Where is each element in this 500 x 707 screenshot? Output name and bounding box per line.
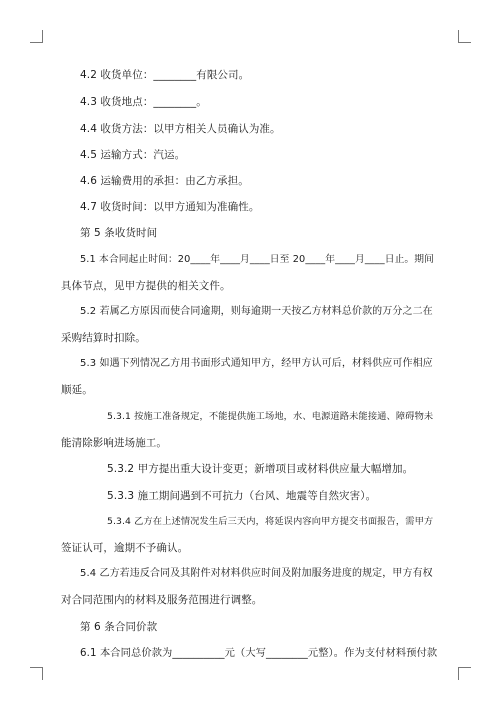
clause-5-4-line-2: 对合同范围内的材料及服务范围进行调整。 bbox=[61, 594, 263, 606]
clause-5-3-line-2: 顺延。 bbox=[61, 384, 93, 396]
clause-5-2-line-1: 5.2 若属乙方原因而使合同逾期，则每逾期一天按乙方材料总价款的万分之二在 bbox=[80, 306, 433, 317]
clause-5-1-line-1: 5.1 本合同起止时间：20____年____月____日至 20____年____月____日止。期间 bbox=[80, 254, 434, 265]
clause-4-7: 4.7 收货时间：以甲方通知为准确性。 bbox=[80, 201, 260, 213]
clause-5-4-line-1: 5.4 乙方若违反合同及其附件对材料供应时间及附加服务进度的规定，甲方有权 bbox=[80, 568, 433, 579]
crop-mark-top-right bbox=[458, 30, 471, 43]
clause-4-6: 4.6 运输费用的承担：由乙方承担。 bbox=[80, 175, 249, 187]
clause-5-2-line-2: 采购结算时扣除。 bbox=[61, 332, 146, 344]
clause-5-3-4-line-2: 签证认可，逾期不予确认。 bbox=[61, 542, 189, 554]
clause-5-3-1-line-1: 5.3.1 按施工准备规定，不能提供施工场地，水、电源道路未能接通、障碍物未 bbox=[107, 411, 434, 422]
clause-5-3-line-1: 5.3 如遇下列情况乙方用书面形式通知甲方，经甲方认可后，材料供应可作相应 bbox=[80, 358, 433, 369]
clause-6-1-line-1: 6.1 本合同总价款为__________元（大写________元整）。作为支付材料预付款 bbox=[80, 647, 438, 659]
clause-4-2: 4.2 收货单位：________有限公司。 bbox=[80, 69, 250, 81]
clause-5-1-line-2: 具体节点，见甲方提供的相关文件。 bbox=[61, 280, 231, 292]
clause-5-3-3: 5.3.3 施工期间遇到不可抗力（台风、地震等自然灾害）。 bbox=[107, 490, 377, 502]
clause-5-3-1-line-2: 能清除影响进场施工。 bbox=[61, 437, 167, 449]
clause-5-3-4-line-1: 5.3.4 乙方在上述情况发生后三天内，将延误内容向甲方提交书面报告，需甲方 bbox=[107, 516, 434, 527]
clause-4-5: 4.5 运输方式：汽运。 bbox=[80, 149, 186, 161]
crop-mark-bottom-right bbox=[458, 667, 471, 680]
clause-4-3: 4.3 收货地点：________。 bbox=[80, 96, 207, 108]
section-heading-6: 第 6 条合同价款 bbox=[80, 621, 158, 633]
clause-4-4: 4.4 收货方法：以甲方相关人员确认为准。 bbox=[80, 123, 281, 135]
crop-mark-bottom-left bbox=[30, 667, 43, 680]
section-heading-5: 第 5 条收货时间 bbox=[80, 227, 158, 239]
crop-mark-top-left bbox=[30, 30, 43, 43]
clause-5-3-2: 5.3.2 甲方提出重大设计变更；新增项目或材料供应量大幅增加。 bbox=[107, 463, 414, 475]
